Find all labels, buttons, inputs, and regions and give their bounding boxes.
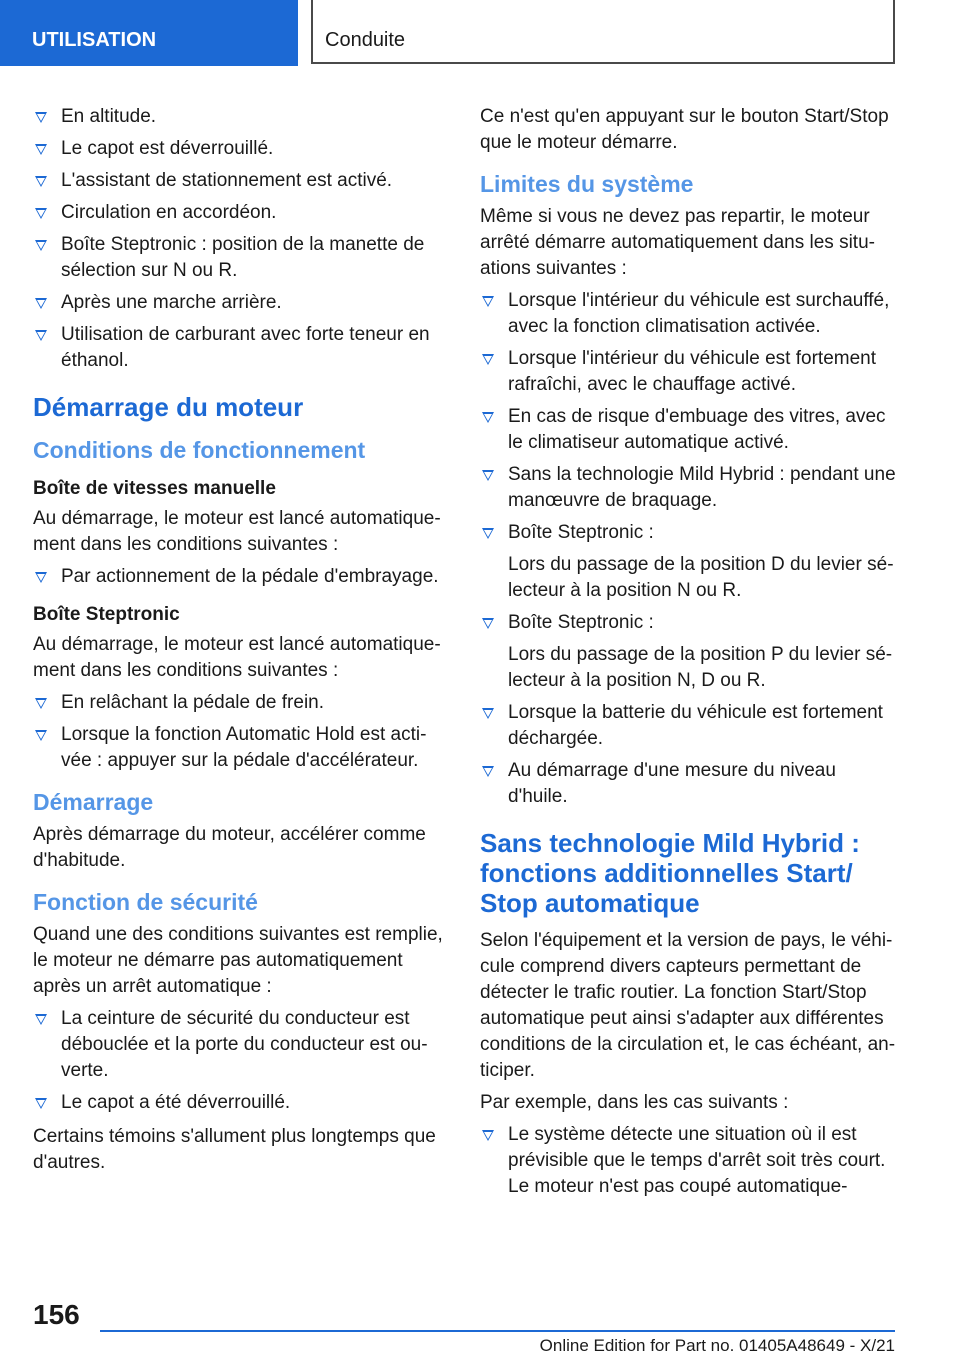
heading-demarrage: Démarrage	[33, 789, 154, 815]
paragraph: Quand une des conditions suivantes est remplie, le moteur ne démarre pas automatiquement après un arrêt automatique :	[33, 924, 443, 997]
triangle-bullet-icon	[35, 240, 47, 251]
triangle-bullet-icon	[35, 730, 47, 741]
steptronic-list	[33, 690, 449, 774]
footer-edition: Online Edition for Part no. 01405A48649 - X/21	[539, 1336, 895, 1355]
triangle-bullet-icon	[482, 708, 494, 719]
list-item: L'assistant de stationnement est activé.	[33, 168, 449, 194]
list-item: Le capot est déverrouillé.	[33, 136, 449, 162]
triangle-bullet-icon	[482, 412, 494, 423]
triangle-bullet-icon	[35, 1014, 47, 1025]
exemple-list	[480, 1122, 896, 1200]
list-item: En altitude.	[33, 104, 449, 130]
limites-list-2	[480, 610, 896, 636]
heading-boite-steptronic: Boîte Steptronic	[33, 604, 180, 625]
heading-conditions: Conditions de fonctionnement	[33, 437, 366, 463]
list-item: La ceinture de sécurité du conducteur est débouclée et la porte du conducteur est ouverte.	[33, 1006, 449, 1084]
paragraph: Selon l'équipement et la version de pays, le véhicule comprend divers capteurs permettant de détecter le trafic routier. La fonction Start/Stop automatique peut ainsi s'adapter aux différentes conditions de la circulation et, le cas échéant, anticiper.	[480, 930, 896, 1081]
triangle-bullet-icon	[35, 330, 47, 341]
triangle-bullet-icon	[35, 1098, 47, 1109]
page-header	[0, 0, 960, 66]
page-number: 156	[33, 1299, 80, 1330]
paragraph: Même si vous ne devez pas repartir, le moteur arrêté démarre automatiquement dans les situations suivantes :	[480, 206, 875, 279]
list-item: En cas de risque d'embuage des vitres, avec le climatiseur automatique activé.	[480, 404, 896, 456]
list-item-detail: Lors du passage de la position P du levier sélecteur à la position N, D ou R.	[508, 644, 893, 691]
chapter-title: Conduite	[311, 0, 895, 64]
triangle-bullet-icon	[35, 698, 47, 709]
triangle-bullet-icon	[482, 528, 494, 539]
paragraph: Au démarrage, le moteur est lancé automatiquement dans les conditions suivantes :	[33, 508, 441, 555]
triangle-bullet-icon	[482, 470, 494, 481]
manuelle-list	[33, 564, 449, 590]
paragraph: Ce n'est qu'en appuyant sur le bouton Start/Stop que le moteur démarre.	[480, 106, 889, 153]
intro-list	[33, 104, 449, 374]
triangle-bullet-icon	[35, 572, 47, 583]
footer-divider	[100, 1330, 895, 1332]
limites-list	[480, 288, 896, 546]
triangle-bullet-icon	[482, 766, 494, 777]
list-item: Le capot a été déverrouillé.	[33, 1090, 449, 1116]
heading-boite-manuelle: Boîte de vitesses manuelle	[33, 478, 276, 499]
left-column	[33, 104, 449, 1182]
triangle-bullet-icon	[35, 176, 47, 187]
list-item: Sans la technologie Mild Hybrid : pendant une manœuvre de braquage.	[480, 462, 896, 514]
paragraph: Par exemple, dans les cas suivants :	[480, 1092, 789, 1113]
list-item: Par actionnement de la pédale d'embrayage.	[33, 564, 449, 590]
list-item: Au démarrage d'une mesure du niveau d'huile.	[480, 758, 896, 810]
triangle-bullet-icon	[35, 112, 47, 123]
section-tab: UTILISATION	[0, 0, 298, 66]
limites-list-3	[480, 700, 896, 810]
paragraph: Certains témoins s'allument plus longtemps que d'autres.	[33, 1126, 436, 1173]
right-column	[480, 104, 896, 1208]
triangle-bullet-icon	[35, 298, 47, 309]
list-item: Boîte Steptronic :	[480, 610, 896, 636]
list-item: En relâchant la pédale de frein.	[33, 690, 449, 716]
list-item: Lorsque l'intérieur du véhicule est fortement rafraîchi, avec le chauffage activé.	[480, 346, 896, 398]
paragraph: Au démarrage, le moteur est lancé automatiquement dans les conditions suivantes :	[33, 634, 441, 681]
list-item: Boîte Steptronic : position de la manette de sélection sur N ou R.	[33, 232, 449, 284]
list-item: Boîte Steptronic :	[480, 520, 896, 546]
paragraph: Après démarrage du moteur, accélérer comme d'habitude.	[33, 824, 426, 871]
triangle-bullet-icon	[482, 354, 494, 365]
heading-fonction-securite: Fonction de sécurité	[33, 889, 258, 915]
list-item: Utilisation de carburant avec forte teneur en éthanol.	[33, 322, 449, 374]
list-item: Après une marche arrière.	[33, 290, 449, 316]
heading-demarrage-moteur: Démarrage du moteur	[33, 392, 304, 422]
list-item: Lorsque l'intérieur du véhicule est surchauffé, avec la fonction climatisation activée.	[480, 288, 896, 340]
list-item: Le système détecte une situation où il est prévisible que le temps d'arrêt soit très court. Le moteur n'est pas coupé automatique-	[480, 1122, 896, 1200]
triangle-bullet-icon	[482, 618, 494, 629]
heading-limites-systeme: Limites du système	[480, 171, 694, 197]
heading-sans-mild-hybrid: Sans technologie Mild Hybrid : fonctions additionnelles Start/ Stop automatique	[480, 828, 860, 918]
list-item: Circulation en accordéon.	[33, 200, 449, 226]
list-item: Lorsque la batterie du véhicule est fortement déchargée.	[480, 700, 896, 752]
list-item: Lorsque la fonction Automatic Hold est activée : appuyer sur la pédale d'accélérateur.	[33, 722, 449, 774]
list-item-detail: Lors du passage de la position D du levier sélecteur à la position N ou R.	[508, 554, 894, 601]
triangle-bullet-icon	[482, 296, 494, 307]
triangle-bullet-icon	[482, 1130, 494, 1141]
triangle-bullet-icon	[35, 144, 47, 155]
securite-list	[33, 1006, 449, 1116]
triangle-bullet-icon	[35, 208, 47, 219]
